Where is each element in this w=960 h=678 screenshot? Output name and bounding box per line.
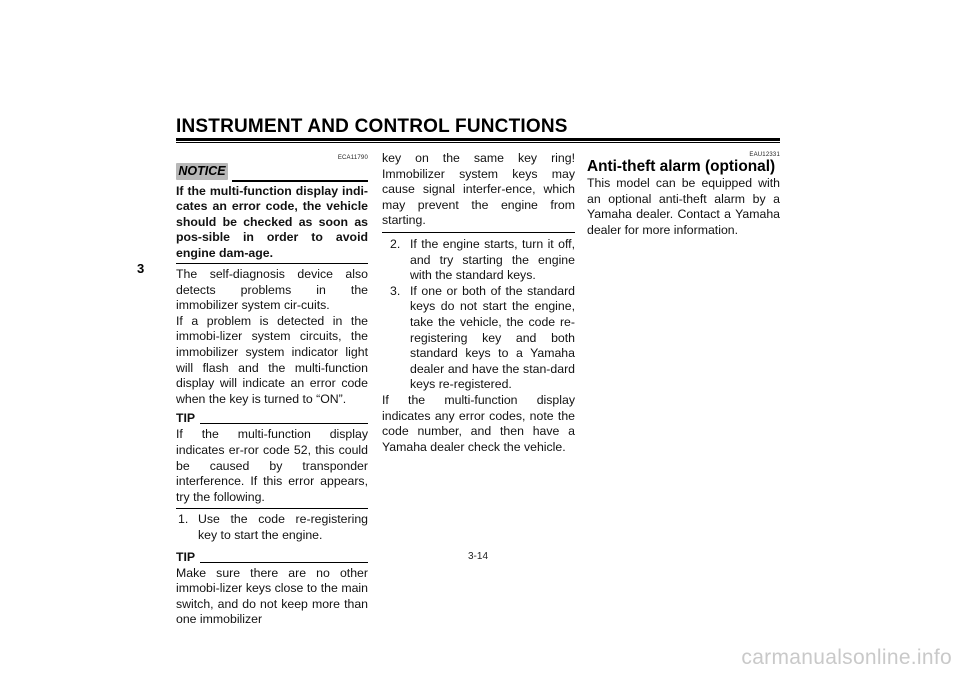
header-rule-thin [176, 142, 780, 143]
paragraph-self-diagnosis: The self-diagnosis device also detects problems in the immobilizer system cir-cuits. [176, 267, 368, 313]
chapter-number: 3 [137, 261, 145, 276]
notice-code: ECA11790 [337, 155, 368, 161]
step-number: 2. [390, 236, 401, 251]
tip-end-rule [382, 232, 575, 233]
notice-text: If the multi-function display indi-cates an error code, the vehicle should be checked as soon as pos-sible in order to avoid engine dam-age. [176, 184, 368, 264]
tip-text-2: Make sure there are no other immobi-lizer keys close to the main switch, and do not keep more than one immobilizer [176, 565, 368, 627]
page-header-title: INSTRUMENT AND CONTROL FUNCTIONS [176, 116, 568, 137]
notice-rule [232, 180, 368, 182]
column-3 [587, 151, 780, 238]
tip-header-2 [176, 550, 368, 566]
paragraph-problem-detected: If a problem is detected in the immobi-lizer system circuits, the immobilizer system indicator light will flash and the multi-function display will indicate an error code when the key is turned to “ON”. [176, 313, 368, 406]
tip-label: TIP [176, 549, 196, 564]
paragraph-anti-theft: This model can be equipped with an optional anti-theft alarm by a Yamaha dealer. Contact a Yamaha dealer for more information. [587, 176, 780, 237]
tip-rule [200, 423, 368, 424]
step-number: 1. [178, 512, 189, 527]
tip-text: If the multi-function display indicates er-ror code 52, this could be caused by transponder interference. If this error appears, try the following. [176, 427, 368, 509]
header-rule-thick [176, 138, 780, 141]
tip-text-continued: key on the same key ring! Immobilizer system keys may cause signal interfer-ence, which may prevent the engine from starting. [382, 151, 575, 228]
page-number: 3-14 [468, 551, 489, 562]
tip-header [176, 411, 368, 427]
notice-badge: NOTICE [176, 163, 228, 180]
step-3 [382, 284, 575, 393]
watermark: carmanualsonline.info [741, 646, 952, 669]
column-1 [176, 154, 368, 628]
step-1 [176, 512, 368, 543]
step-2 [382, 237, 575, 284]
notice-header [176, 162, 368, 184]
tip-label: TIP [176, 411, 196, 426]
step-text: If the engine starts, turn it off, and try starting the engine with the standard keys. [410, 236, 575, 283]
step-text: If one or both of the standard keys do not start the engine, take the vehicle, the code re-registering key and both standard keys to a Yamaha dealer and have the stan-dard keys re-registered. [410, 283, 575, 392]
step-number: 3. [390, 283, 401, 298]
tip-rule [200, 562, 368, 563]
section-heading: Anti-theft alarm (optional) [587, 158, 776, 175]
column-2 [382, 151, 575, 455]
paragraph-error-codes: If the multi-function display indicates any error codes, note the code number, and then have a Yamaha dealer check the vehicle. [382, 392, 575, 454]
step-text: Use the code re-registering key to start the engine. [198, 512, 368, 542]
section-code: EAU12331 [749, 152, 780, 158]
